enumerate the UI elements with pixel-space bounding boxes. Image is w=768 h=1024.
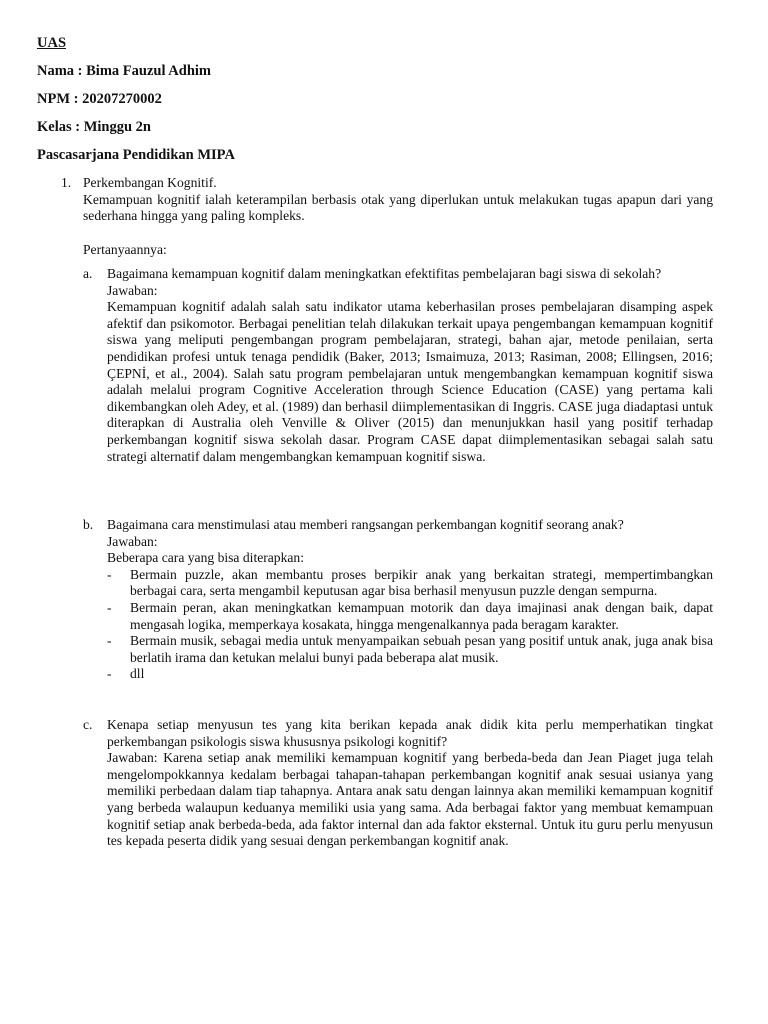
question-letter-b: b. xyxy=(83,517,94,532)
question-c-block xyxy=(107,717,713,850)
document-title: UAS xyxy=(37,35,67,51)
question-letter-a: a. xyxy=(83,266,93,281)
answer-c-text: Jawaban: Karena setiap anak memiliki kemampuan kognitif yang berbeda-beda dan Jean Piaget juga telah mengelompokkannya kedalam berbagai tahapan-tahapan perkembangan kognitif anak sesuai usianya yang memiliki perbedaan dalam tiap tahapnya. Antara anak satu dengan lainnya akan memiliki kemampuan kognitif yang berbeda walaupun keduanya memiliki usia yang sama. Ada berbagai faktor yang membuat kemampuan kognitif setiap anak berbeda-beda, ada faktor internal dan ada faktor eksternal. Untuk itu guru perlu menyusun tes kepada peserta didik yang sesuai dengan perkembangan kognitif anak. xyxy=(107,750,713,849)
study-program: Pascasarjana Pendidikan MIPA xyxy=(37,147,235,163)
bullet-item xyxy=(107,633,713,666)
bullet-item xyxy=(107,600,713,633)
bullet-item xyxy=(107,666,713,683)
answer-b-intro: Beberapa cara yang bisa diterapkan: xyxy=(107,550,305,566)
answer-a-text: Kemampuan kognitif adalah salah satu indikator utama keberhasilan proses pembelajaran disamping aspek afektif dan psikomotor. Berbagai penelitian telah dilakukan terkait upaya pengembangan kemampuan kognitif siswa yang meliputi pengembangan program pembelajaran, strategi, bahan ajar, metode penilaian, serta pendidikan profesi untuk tenaga pendidik (Baker, 2013; Ismaimuza, 2013; Rasiman, 2008; Ellingsen, 2016; ÇEPNİ, et al., 2004). Salah satu program pembelajaran untuk mengembangkan kemampuan kognitif siswa adalah melalui program Cognitive Acceleration through Science Education (CASE) yang pertama kali dikembangkan oleh Adey, et al. (1989) dan berhasil diimplementasikan di Inggris. CASE juga diadaptasi untuk diterapkan di Australia oleh Venville & Oliver (2015) dan menunjukkan hasil yang positif terhadap perkembangan kognitif siswa sekolah dasar. Program CASE dapat diimplementasikan sebagai salah satu strategi alternatif dalam mengembangkan kemampuan kognitif siswa. xyxy=(107,299,713,464)
bullet-text: dll xyxy=(130,666,145,682)
section-intro: Kemampuan kognitif ialah keterampilan berbasis otak yang diperlukan untuk melakukan tugas apapun dari yang sederhana hingga yang paling kompleks. xyxy=(83,191,713,224)
questions-label: Pertanyaannya: xyxy=(83,241,167,257)
student-class: Kelas : Minggu 2n xyxy=(37,119,151,135)
item-number: 1. xyxy=(61,175,72,190)
bullet-text: Bermain musik, sebagai media untuk menyampaikan sebuah pesan yang positif untuk anak, juga anak bisa berlatih irama dan ketukan melalui bunyi pada beberapa alat musik. xyxy=(130,633,713,665)
answer-label-b: Jawaban: xyxy=(107,533,158,549)
bullet-text: Bermain puzzle, akan membantu proses berpikir anak yang berkaitan strategi, mempertimbangkan berbagai cara, serta mengambil keputusan agar bisa berhasil menyusun puzzle dengan sempurna. xyxy=(130,566,713,599)
question-a-text: Bagaimana kemampuan kognitif dalam meningkatkan efektifitas pembelajaran bagi siswa di sekolah? xyxy=(107,266,662,281)
bullet-dash: - xyxy=(107,599,112,615)
question-b-text: Bagaimana cara menstimulasi atau memberi rangsangan perkembangan kognitif seorang anak? xyxy=(107,517,624,532)
bullet-dash: - xyxy=(107,633,112,649)
section-heading: Perkembangan Kognitif. xyxy=(83,175,217,190)
bullet-item xyxy=(107,567,713,600)
question-b-block xyxy=(107,517,713,683)
bullet-dash: - xyxy=(107,666,112,682)
question-letter-c: c. xyxy=(83,717,93,732)
student-npm: NPM : 20207270002 xyxy=(37,91,162,107)
section-1 xyxy=(83,175,713,258)
bullet-text: Bermain peran, akan meningkatkan kemampuan motorik dan daya imajinasi anak dengan baik, dapat mengasah logika, memperkaya kosakata, hingga mengenalkannya pada beragam karakter. xyxy=(130,599,713,632)
answer-label-a: Jawaban: xyxy=(107,282,158,298)
question-a-block xyxy=(107,266,713,465)
bullet-dash: - xyxy=(107,566,112,582)
student-name: Nama : Bima Fauzul Adhim xyxy=(37,63,212,79)
question-c-text: Kenapa setiap menyusun tes yang kita berikan kepada anak didik kita perlu memperhatikan tingkat perkembangan psikologis siswa khususnya psikologi kognitif? xyxy=(107,717,713,749)
